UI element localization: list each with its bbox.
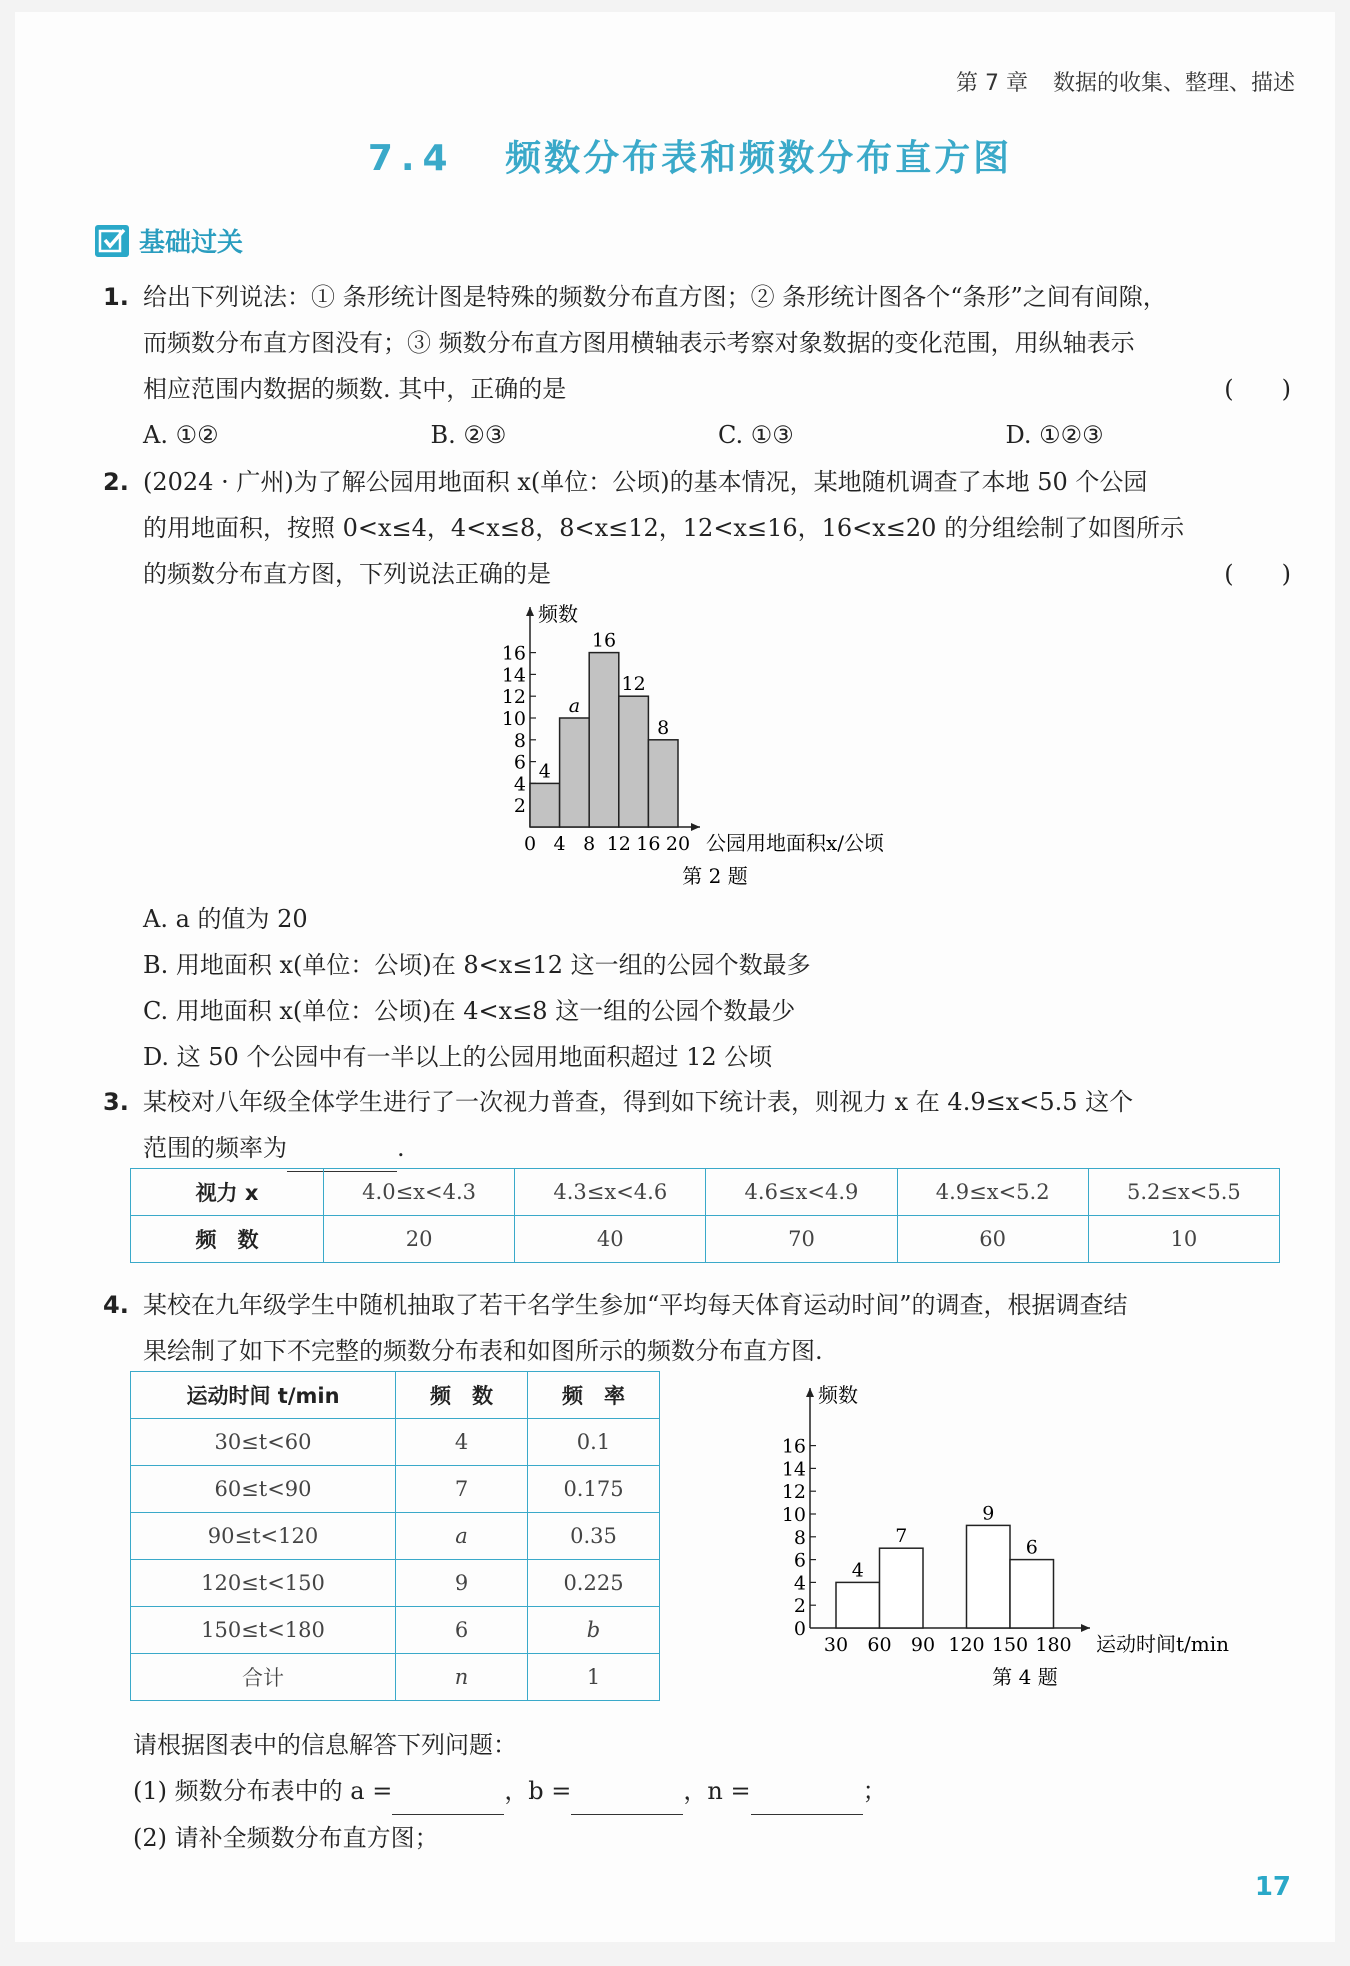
x-tick-label: 180 (1035, 1634, 1072, 1656)
answer-paren: ( ) (1224, 560, 1291, 588)
figure-caption: 第 2 题 (682, 864, 748, 888)
question-1 (103, 274, 1293, 458)
table-cell: 6 (396, 1607, 528, 1654)
bar-value-label: a (568, 695, 581, 717)
y-tick-label: 14 (781, 1458, 806, 1481)
table-cell: 4 (396, 1419, 528, 1466)
option-d: D. ①②③ (1005, 421, 1104, 449)
x-axis-arrow-icon (1081, 1624, 1090, 1632)
table-cell: 0.1 (528, 1419, 660, 1466)
question-text: 而频数分布直方图没有；③ 频数分布直方图用横轴表示考察对象数据的变化范围，用纵轴表示 (143, 329, 1135, 357)
table-row (131, 1466, 660, 1513)
chapter-title: 数据的收集、整理、描述 (1052, 71, 1295, 96)
option-c: C. ①③ (718, 421, 794, 449)
subquestion-1: (1) 频数分布表中的 a = (133, 1777, 393, 1805)
y-tick-label: 8 (513, 729, 526, 752)
answer-paren: ( ) (1224, 375, 1291, 403)
question-number: 3. (103, 1088, 129, 1116)
question-prompt: 请根据图表中的信息解答下列问题： (133, 1731, 517, 1759)
histogram-q2 (495, 597, 955, 897)
question-number: 1. (103, 283, 129, 311)
question-text: 给出下列说法：① 条形统计图是特殊的频数分布直方图；② 条形统计图各个“条形”之间有间隙， (143, 283, 1167, 311)
exercise-time-table (130, 1371, 660, 1701)
y-tick-label: 0 (793, 1618, 806, 1640)
subsection-heading (95, 222, 243, 259)
y-axis-arrow-icon (806, 1388, 814, 1397)
period: . (397, 1134, 405, 1162)
table-cell: a (396, 1513, 528, 1560)
row-header: 视力 x (131, 1169, 324, 1216)
table-cell: 4.3≤x<4.6 (515, 1169, 706, 1216)
y-tick-label: 6 (513, 751, 526, 774)
table-cell: 9 (396, 1560, 528, 1607)
bar-value-label: 4 (538, 760, 551, 783)
question-text: 相应范围内数据的频数. 其中，正确的是 (143, 375, 567, 403)
histogram-bar (589, 653, 619, 827)
table-cell: 120≤t<150 (131, 1560, 396, 1607)
y-tick-label: 12 (781, 1481, 806, 1504)
question-number: 4. (103, 1291, 129, 1319)
histogram-bar (530, 783, 560, 827)
histogram-bar (648, 740, 678, 827)
question-2 (103, 459, 1293, 597)
y-axis-arrow-icon (526, 607, 534, 616)
vision-table (130, 1168, 1280, 1263)
bar-value-label: 4 (851, 1559, 864, 1582)
options (103, 412, 1293, 458)
question-text: 果绘制了如下不完整的频数分布表和如图所示的频数分布直方图. (143, 1337, 823, 1365)
histogram-bar (836, 1582, 880, 1628)
question-4 (103, 1282, 1293, 1374)
column-header: 频 数 (396, 1372, 528, 1419)
table-cell: 4.9≤x<5.2 (897, 1169, 1088, 1216)
table-cell: 60≤t<90 (131, 1466, 396, 1513)
question-3 (103, 1079, 1293, 1172)
x-tick-label: 12 (606, 833, 631, 855)
question-text: 的频数分布直方图，下列说法正确的是 (143, 560, 551, 588)
x-tick-label: 150 (991, 1634, 1029, 1656)
table-row (131, 1607, 660, 1654)
table-cell: 60 (897, 1216, 1088, 1263)
table-cell: 0.35 (528, 1513, 660, 1560)
table-header-row (131, 1372, 660, 1419)
x-axis-title: 运动时间t/min (1096, 1632, 1230, 1656)
y-tick-label: 14 (501, 664, 526, 687)
table-cell: 合计 (131, 1654, 396, 1701)
column-header: 频 率 (528, 1372, 660, 1419)
table-cell: 4.6≤x<4.9 (706, 1169, 897, 1216)
x-tick-label: 90 (910, 1634, 936, 1656)
table-cell: 0.175 (528, 1466, 660, 1513)
x-tick-label: 4 (553, 833, 566, 855)
y-tick-label: 10 (501, 708, 526, 730)
table-cell: 30≤t<60 (131, 1419, 396, 1466)
bar-value-label: 6 (1025, 1536, 1038, 1559)
x-tick-label: 0 (523, 833, 537, 855)
answer-blank-b[interactable] (571, 1768, 683, 1815)
table-cell: n (396, 1654, 528, 1701)
histogram-bar (1010, 1560, 1054, 1628)
answer-blank[interactable] (287, 1125, 397, 1172)
y-tick-label: 6 (793, 1549, 806, 1572)
y-tick-label: 4 (513, 773, 526, 796)
table-cell: 90≤t<120 (131, 1513, 396, 1560)
question-text: 某校对八年级全体学生进行了一次视力普查，得到如下统计表，则视力 x 在 4.9≤x<5.5 这个 (143, 1088, 1134, 1116)
row-header: 频 数 (131, 1216, 324, 1263)
chapter-number: 第 7 章 (956, 71, 1028, 96)
option-a: A. a 的值为 20 (143, 905, 308, 933)
option-b: B. 用地面积 x(单位：公顷)在 8<x≤12 这一组的公园个数最多 (143, 951, 811, 979)
bar-value-label: 7 (895, 1525, 908, 1548)
table-row (131, 1654, 660, 1701)
x-tick-label: 60 (867, 1634, 892, 1656)
histogram-bar (560, 718, 590, 827)
table-row (131, 1216, 1280, 1263)
table-cell: 10 (1088, 1216, 1279, 1263)
option-d: D. 这 50 个公园中有一半以上的公园用地面积超过 12 公顷 (143, 1043, 773, 1071)
table-row (131, 1560, 660, 1607)
histogram-q4 (760, 1380, 1295, 1700)
y-tick-label: 10 (781, 1504, 806, 1526)
option-c: C. 用地面积 x(单位：公顷)在 4<x≤8 这一组的公园个数最少 (143, 997, 796, 1025)
bar-value-label: 9 (982, 1502, 995, 1525)
table-cell: 4.0≤x<4.3 (324, 1169, 515, 1216)
question-text: (2024 · 广州)为了解公园用地面积 x(单位：公顷)的基本情况，某地随机调查了本地 50 个公园 (143, 468, 1148, 496)
table-row (131, 1513, 660, 1560)
question-2-options (103, 896, 1293, 1080)
table-cell: 5.2≤x<5.5 (1088, 1169, 1279, 1216)
answer-blank-n[interactable] (751, 1768, 863, 1815)
column-header: 运动时间 t/min (131, 1372, 396, 1419)
semicolon: ； (862, 1777, 887, 1805)
bar-value-label: 12 (621, 673, 646, 696)
table-cell: 1 (528, 1654, 660, 1701)
y-tick-label: 4 (793, 1572, 806, 1595)
histogram-bar (967, 1525, 1011, 1628)
y-tick-label: 12 (501, 686, 526, 709)
label-b: ，b = (504, 1777, 572, 1805)
answer-blank-a[interactable] (392, 1768, 504, 1815)
table-cell: 40 (515, 1216, 706, 1263)
table-row (131, 1169, 1280, 1216)
y-tick-label: 8 (793, 1526, 806, 1549)
page-number: 17 (1254, 1872, 1291, 1902)
table-cell: 20 (324, 1216, 515, 1263)
x-tick-label: 30 (823, 1634, 849, 1656)
histogram-bar (619, 696, 649, 827)
table-cell: 0.225 (528, 1560, 660, 1607)
x-tick-label: 120 (948, 1634, 985, 1656)
table-cell: b (528, 1607, 660, 1654)
y-tick-label: 2 (793, 1595, 806, 1618)
table-cell: 150≤t<180 (131, 1607, 396, 1654)
question-4-subparts (103, 1722, 1293, 1861)
figure-caption: 第 4 题 (992, 1665, 1058, 1689)
x-tick-label: 20 (665, 833, 691, 855)
section-title-text: 频数分布表和频数分布直方图 (505, 138, 1013, 179)
x-tick-label: 16 (636, 833, 661, 855)
y-axis-title: 频数 (538, 602, 578, 626)
question-text: 范围的频率为 (143, 1134, 287, 1162)
y-tick-label: 16 (501, 642, 526, 665)
table-row (131, 1419, 660, 1466)
y-tick-label: 16 (781, 1435, 806, 1458)
label-n: ，n = (683, 1777, 751, 1805)
subquestion-2: (2) 请补全频数分布直方图； (133, 1824, 439, 1852)
bar-value-label: 16 (591, 629, 617, 652)
option-b: B. ②③ (430, 421, 507, 449)
section-title (15, 130, 1350, 181)
table-cell: 7 (396, 1466, 528, 1513)
running-header (956, 66, 1295, 97)
x-axis-arrow-icon (691, 823, 700, 831)
y-axis-title: 频数 (818, 1383, 858, 1407)
subsection-label: 基础过关 (139, 228, 244, 258)
table-cell: 70 (706, 1216, 897, 1263)
question-number: 2. (103, 468, 129, 496)
checkbox-icon (95, 225, 129, 257)
option-a: A. ①② (143, 421, 219, 449)
x-axis-title: 公园用地面积x/公顷 (706, 831, 885, 855)
bar-value-label: 8 (657, 716, 670, 739)
section-number: 7.4 (367, 138, 456, 179)
histogram-bar (880, 1548, 924, 1628)
textbook-page (15, 12, 1335, 1942)
y-tick-label: 2 (513, 795, 526, 818)
question-text: 某校在九年级学生中随机抽取了若干名学生参加“平均每天体育运动时间”的调查，根据调查结 (143, 1291, 1128, 1319)
x-tick-label: 8 (583, 833, 596, 855)
question-text: 的用地面积，按照 0<x≤4，4<x≤8，8<x≤12，12<x≤16，16<x≤20 的分组绘制了如图所示 (143, 514, 1185, 542)
